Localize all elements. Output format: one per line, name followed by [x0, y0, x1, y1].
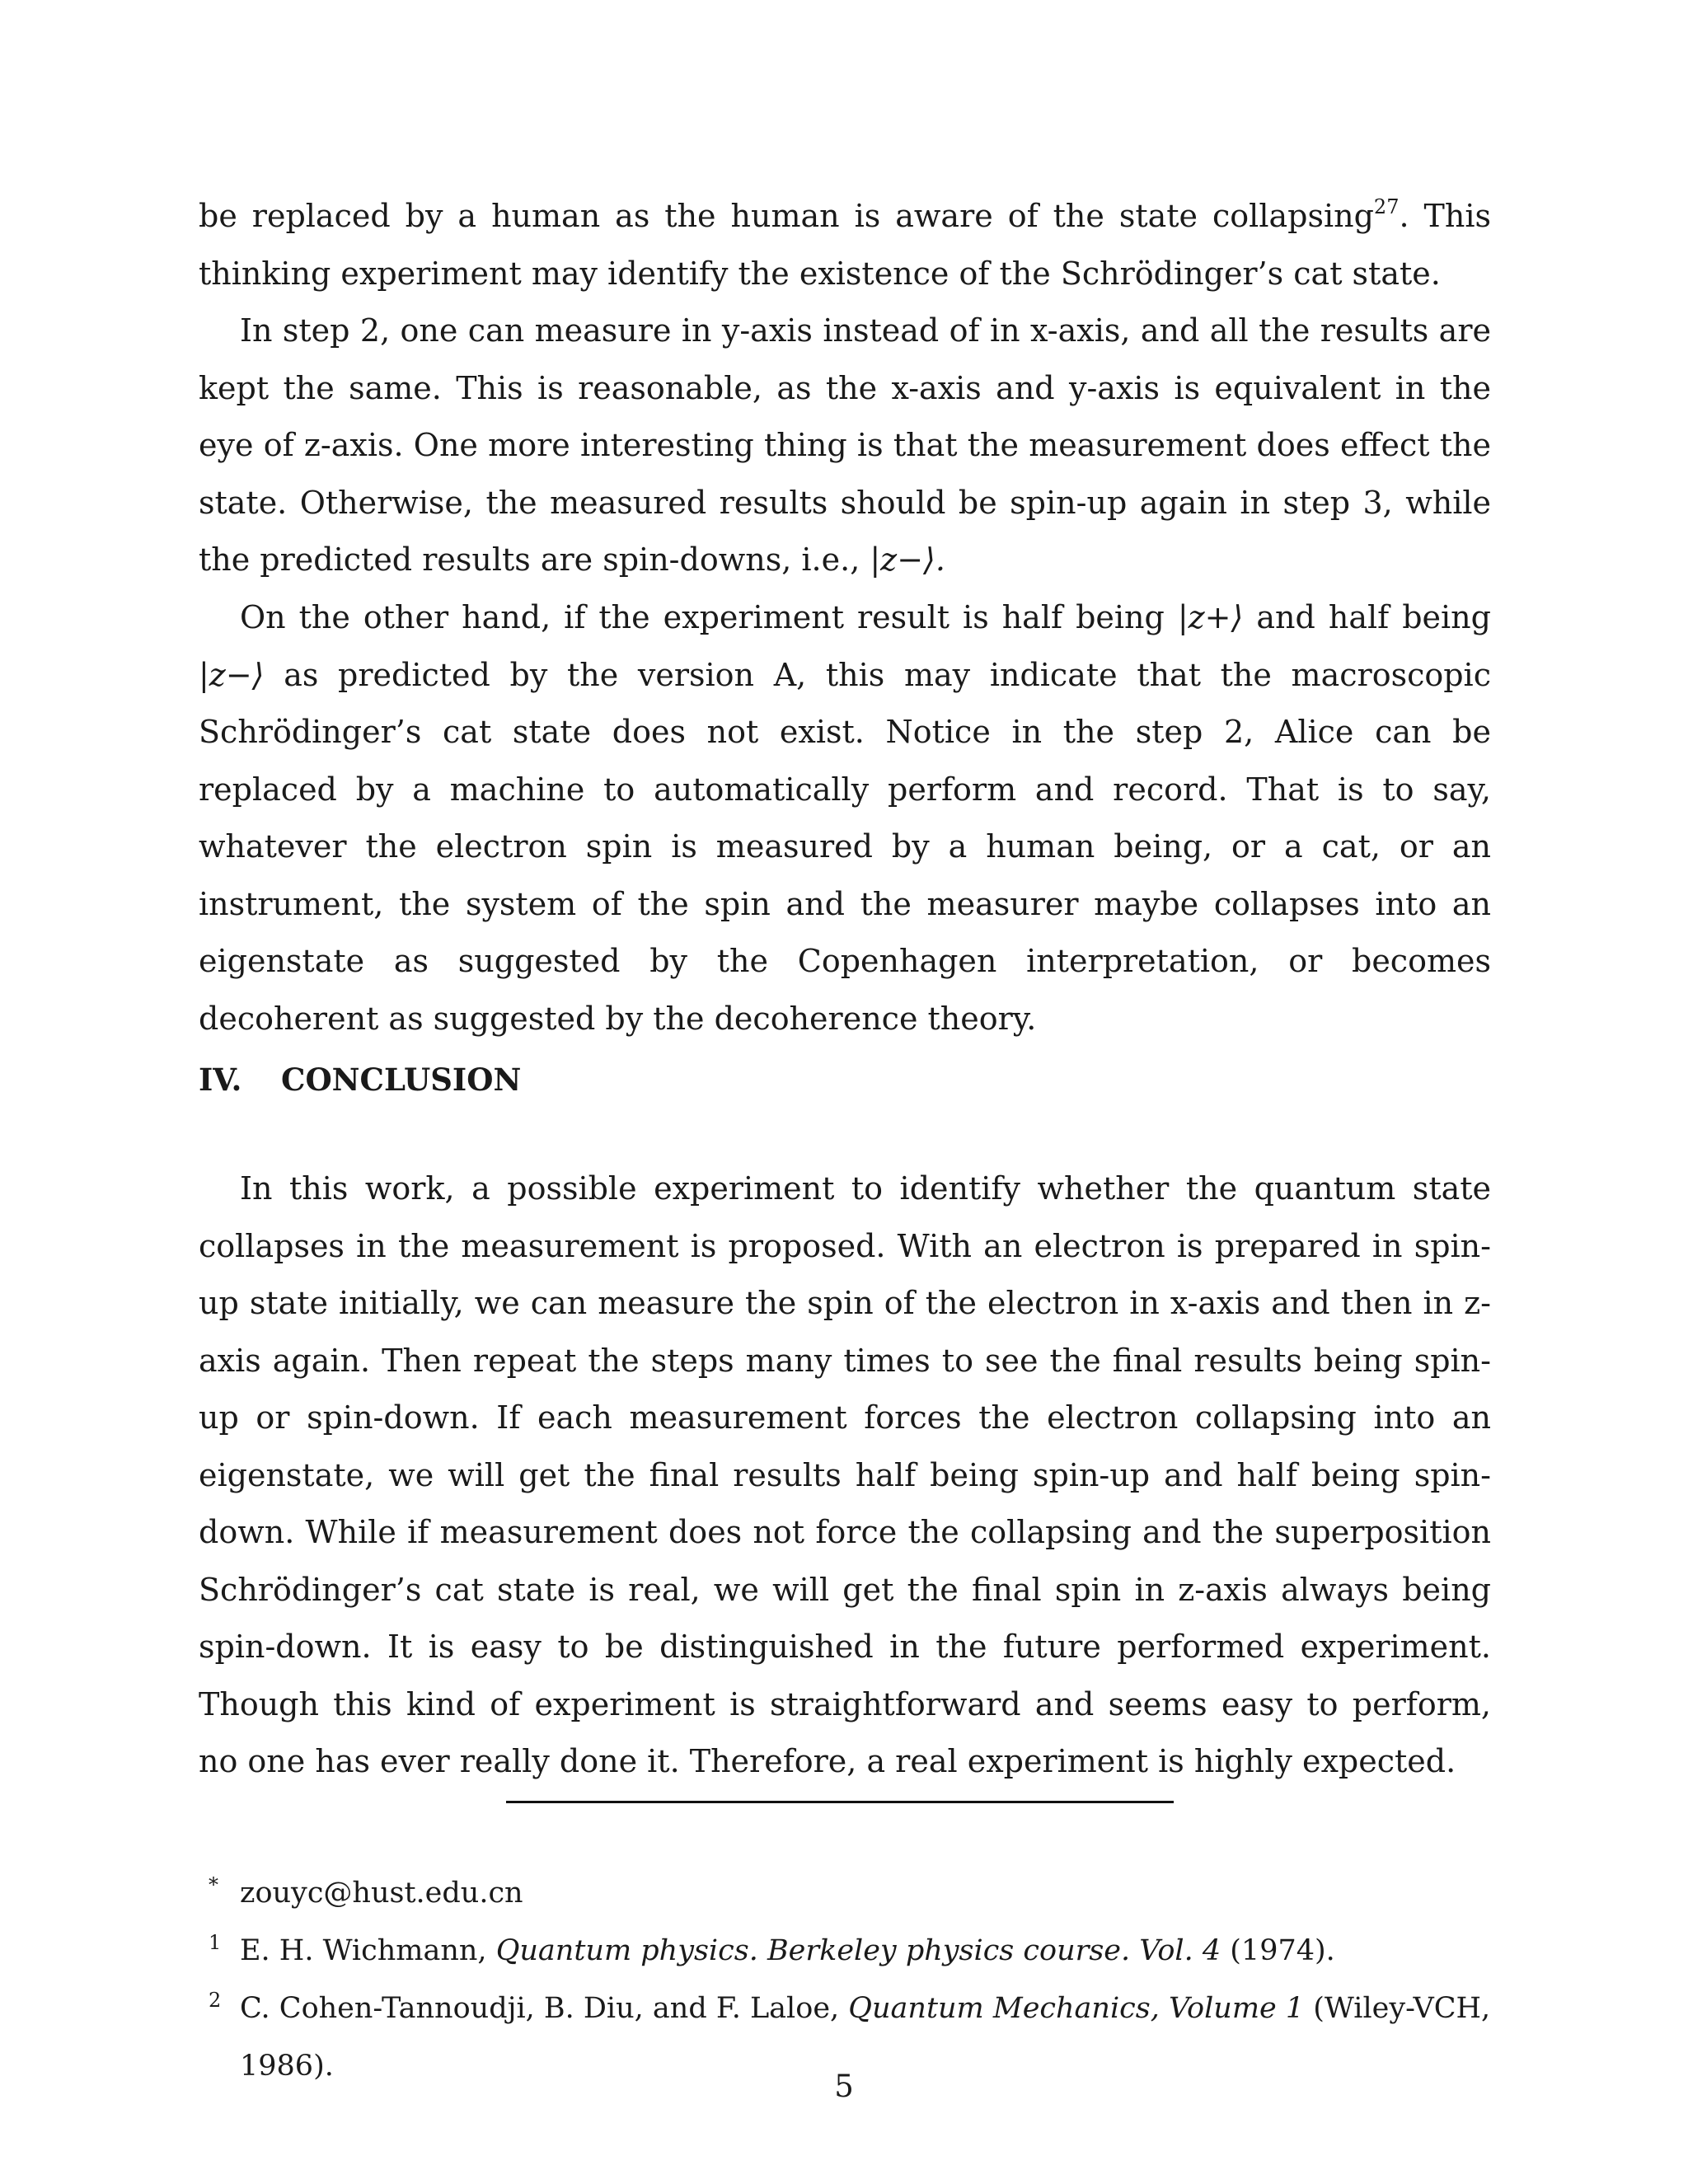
ket-z-minus-2: |z−⟩	[199, 656, 265, 693]
section-number: IV.	[199, 1062, 242, 1098]
ket-z-plus: |z+⟩	[1177, 599, 1244, 635]
ref-1-tail: (1974).	[1230, 1934, 1335, 1967]
paragraph-1	[199, 188, 1491, 302]
footnote-ref-1	[199, 1922, 1517, 1980]
paragraph-3-text-a: On the other hand, if the experiment result is half being	[240, 599, 1165, 635]
page-number: 5	[834, 2069, 854, 2104]
footnote-divider	[506, 1801, 1174, 1803]
ref-2-authors: C. Cohen-Tannoudji, B. Diu, and F. Laloe,	[240, 1992, 840, 2025]
footnote-mark: 1	[209, 1931, 222, 1954]
conclusion-text: In this work, a possible experiment to identify whether the quantum state collapses in the measurement is proposed. With an electron is prepared in spin-up state initially, we can measure the spin of the electron in x-axis and then in z-axis again. Then repeat the steps many times to see the final results being spin-up or spin-down. If each measurement forces the electron collapsing into an eigenstate, we will get the final results half being spin-up and half being spin-down. While if measurement does not force the collapsing and the superposition Schrödinger’s cat state is real, we will get the final spin in z-axis always being spin-down. It is easy to be distinguished in the future performed experiment. Though this kind of experiment is straightforward and seems easy to perform, no one has ever really done it. Therefore, a real experiment is highly expected.	[199, 1170, 1491, 1779]
ref-2-tail: (Wiley-VCH, 1986).	[240, 1992, 1491, 2083]
footnote-email-text: zouyc@hust.edu.cn	[240, 1877, 523, 1910]
paragraph-2-text: In step 2, one can measure in y-axis instead of in x-axis, and all the results are kept the same. This is reasonable, as the x-axis and y-axis is equivalent in the eye of z-axis. One more interesting thing is that the measurement does effect the state. Otherwise, the measured results should be spin-up again in step 3, while the predicted results are spin-downs, i.e.,	[199, 312, 1491, 578]
paragraph-3-text-c: as predicted by the version A, this may indicate that the macroscopic Schrödinger’s cat state does not exist. Notice in the step 2, Alice can be replaced by a machine to automatically perform and record. That is to say, whatever the electron spin is measured by a human being, or a cat, or an instrument, the system of the spin and the measurer maybe collapses into an eigenstate as suggested by the Copenhagen interpretation, or becomes decoherent as suggested by the decoherence theory.	[199, 656, 1491, 1037]
ref-1-title: Quantum physics. Berkeley physics course. Vol. 4	[495, 1934, 1221, 1967]
footnote-mark: *	[209, 1873, 218, 1896]
paragraph-3-text-b: and half being	[1256, 599, 1491, 635]
footnote-mark: 2	[209, 1989, 222, 2012]
paragraph-1-text-b: . This thinking experiment may identify the existence of the Schrödinger’s cat state.	[199, 198, 1492, 292]
paragraph-2	[199, 302, 1491, 589]
footnote-email	[199, 1864, 1517, 1922]
paragraph-3	[199, 589, 1491, 1047]
footnotes	[199, 1864, 1517, 2095]
conclusion-paragraph	[199, 1160, 1491, 1791]
section-title: CONCLUSION	[281, 1062, 522, 1098]
ref-2-title: Quantum Mechanics, Volume 1	[848, 1992, 1305, 2025]
ket-z-minus: |z−⟩.	[870, 541, 945, 578]
section-heading	[199, 1062, 521, 1098]
citation-superscript: 27	[1373, 195, 1400, 218]
paragraph-1-text-a: be replaced by a human as the human is aware of the state collapsing	[199, 198, 1374, 234]
ref-1-authors: E. H. Wichmann,	[240, 1934, 487, 1967]
